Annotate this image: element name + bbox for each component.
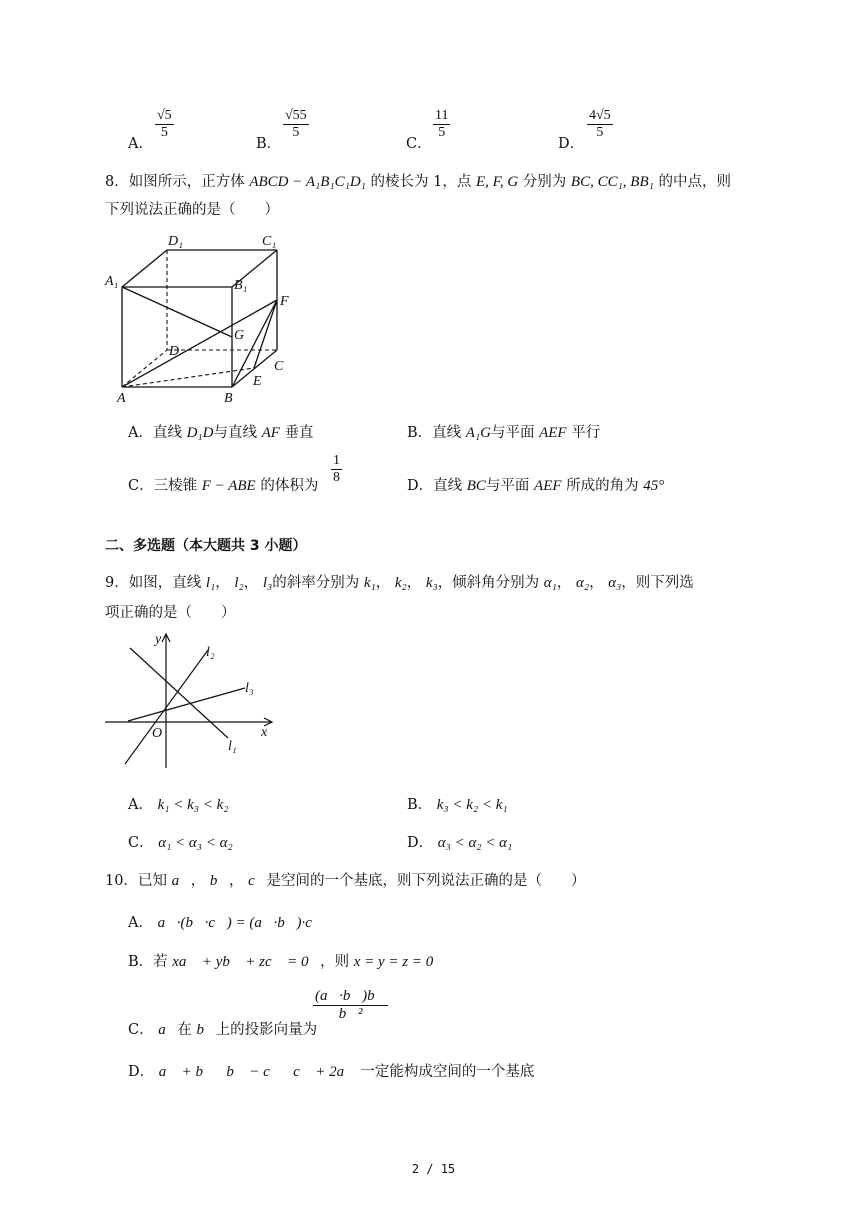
q7-option-a-label: A． [128,136,153,152]
page-number: 2 / 15 [411,1162,456,1176]
lines-figure [100,628,285,768]
q8-line-1: 8．如图所示，正方体 ABCD − A₁B₁C₁D₁ 的棱长为 1，点 E, F, G 分别为 BC, CC₁, BB₁ 的中点，则 [105,174,731,190]
q7-option-d-label: D． [558,136,585,152]
cube-label-a: A [117,391,126,405]
line-label-l1: l₁ [228,739,237,754]
axis-label-x: x [261,725,268,740]
q8-option-b: B．直线 A₁G与平面 AEF 平行 [407,425,601,441]
cube-label-b: B [224,391,233,405]
line-label-l3: l₃ [245,681,254,696]
cube-label-e: E [253,374,262,389]
q10-option-c-fraction: (a⃗·b⃗)b⃗ b⃗² [315,988,387,1022]
q10-option-d: D． a⃗ + b⃗，b⃗ − c⃗，c⃗ + 2a⃗ 一定能构成空间的一个基底 [128,1064,535,1080]
q10-line-1: 10．已知 a⃗， b⃗， c⃗是空间的一个基底，则下列说法正确的是（ ） [105,873,586,889]
q7-option-b-label: B． [256,136,282,152]
q8-option-c-fraction: 1 8 [333,453,340,485]
q9-option-c: C． α₁ < α₃ < α₂ [128,835,233,851]
cube-label-g: G [234,328,245,343]
q10-option-a: A． a⃗·(b⃗·c⃗) = (a⃗·b⃗)·c⃗ [128,915,324,931]
q10-option-c: C． a⃗在 b⃗上的投影向量为 [128,1022,318,1038]
cube-label-c1: C₁ [262,234,277,249]
q8-option-d: D．直线 BC与平面 AEF 所成的角为 45° [407,478,665,494]
cube-label-b1: B₁ [234,278,248,293]
q9-option-d: D． α₃ < α₂ < α₁ [407,835,513,851]
origin-label: O [152,726,163,741]
q10-option-b: B．若 xa⃗ + yb⃗ + zc⃗ = 0⃗，则 x = y = z = 0 [128,954,434,970]
section-2-title: 二、多选题（本大题共 3 小题） [105,538,307,554]
cube-label-d: D [169,344,180,359]
q7-option-b-fraction: √55 5 [285,108,307,140]
cube-figure [100,225,310,405]
q7-option-c-fraction: 11 5 [435,108,449,140]
cube-label-d1: D₁ [168,234,183,249]
axis-label-y: y [155,632,162,647]
q9-line-2: 项正确的是（ ） [105,605,236,621]
q7-option-a-fraction: √5 5 [157,108,172,140]
q8-line-2: 下列说法正确的是（ ） [105,202,279,218]
q8-option-a: A．直线 D₁D与直线 AF 垂直 [128,425,314,441]
cube-label-a1: A₁ [105,274,119,289]
line-label-l2: l₂ [206,645,215,660]
q8-option-c: C．三棱锥 F − ABE 的体积为 [128,478,319,494]
q7-option-c-label: C． [406,136,432,152]
q9-option-a: A． k₁ < k₃ < k₂ [128,797,229,813]
q9-line-1: 9．如图，直线 l₁， l₂， l₃的斜率分别为 k₁， k₂， k₃，倾斜角分别为 α₁， α₂， α₃，则下列选 [105,575,694,591]
cube-label-f: F [280,294,289,309]
q9-option-b: B． k₃ < k₂ < k₁ [407,797,508,813]
q7-option-d-fraction: 4√5 5 [589,108,611,140]
cube-label-c: C [274,359,284,374]
